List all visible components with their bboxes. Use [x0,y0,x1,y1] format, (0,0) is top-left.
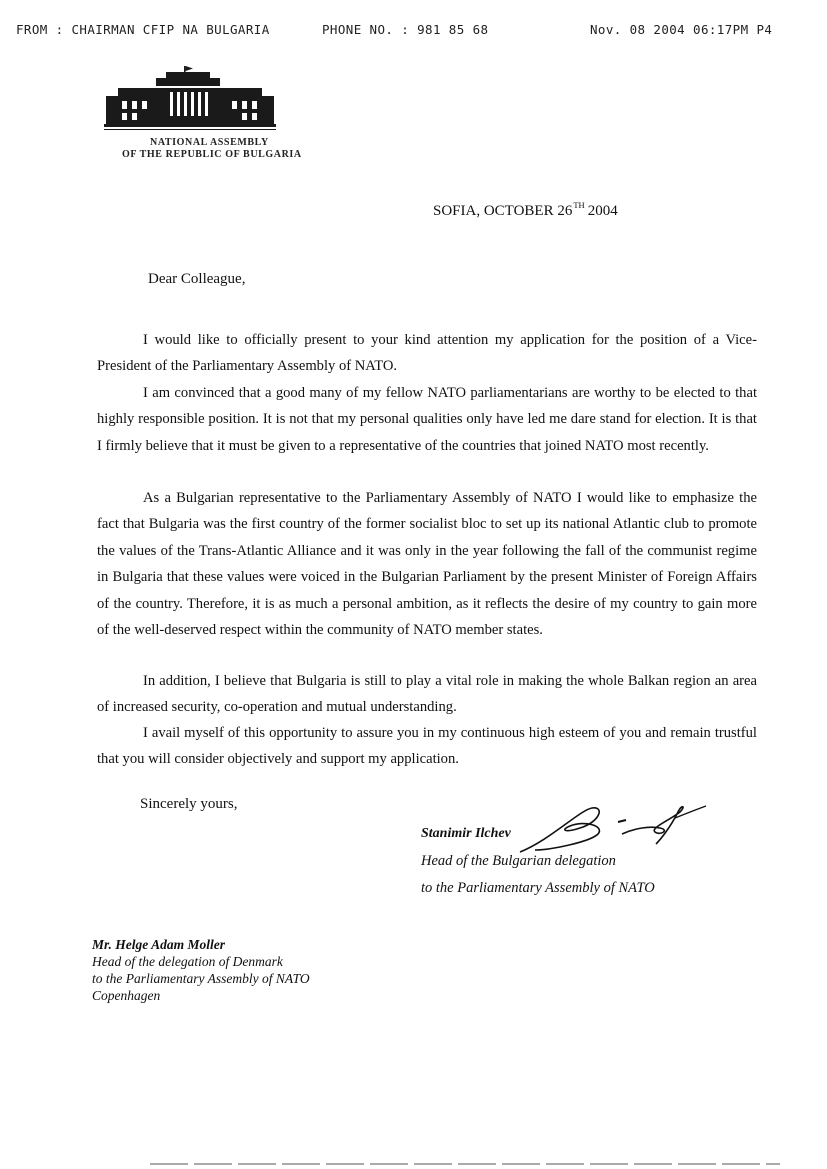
fax-sender: FROM : CHAIRMAN CFIP NA BULGARIA [16,22,270,37]
body-paragraph-1: I would like to officially present to your kind attention my application for the position of a Vice-President of the Parliamentary Assembly of NATO. [97,332,757,375]
recipient-line-3: Copenhagen [92,988,161,1003]
parliament-building-icon [104,66,276,134]
signatory-title-line-2: to the Parliamentary Assembly of NATO [421,880,655,896]
recipient-line-2: to the Parliamentary Assembly of NATO [92,971,310,986]
handwritten-signature [510,800,710,860]
signatory-title-line-1: Head of the Bulgarian delegation [421,853,616,869]
fax-phone-number: PHONE NO. : 981 85 68 [322,22,489,37]
letter-date [433,200,618,220]
body-paragraph-4: In addition, I believe that Bulgaria is still to play a vital role in making the whole Balkan region an area of increased security, co-operation and mutual understanding. [97,673,757,716]
body-paragraph-5: I avail myself of this opportunity to assure you in my continuous high esteem of you and remain trustful that you will consider objectively and support my application. [97,725,757,768]
letterhead-line-2: OF THE REPUBLIC OF BULGARIA [122,149,302,160]
recipient-name: Mr. Helge Adam Moller [92,937,226,952]
closing: Sincerely yours, [140,796,238,812]
fax-footer-rule [150,1163,780,1165]
date-ordinal-suffix: TH [573,200,585,210]
recipient-line-1: Head of the delegation of Denmark [92,954,283,969]
body-paragraph-2: I am convinced that a good many of my fellow NATO parliamentarians are worthy to be elected to that highly responsible position. It is not that my personal qualities only have led me dare stand for election. It is that I firmly believe that it must be given to a representative of the countries that joined NATO most recently. [97,385,757,454]
body-paragraph-3: As a Bulgarian representative to the Parliamentary Assembly of NATO I would like to emphasize the fact that Bulgaria was the first country of the former socialist bloc to set up its national Atlantic club to promote the values of the Trans-Atlantic Alliance and it was only in the year following the fall of the communist regime in Bulgaria that these values were voiced in the Bulgarian Parliament by the present Minister of Foreign Affairs of the country. Therefore, it is as much a personal ambition, as it reflects the desire of my country to gain more of the well-deserved respect within the community of NATO member states. [97,490,757,639]
salutation: Dear Colleague, [148,271,246,287]
date-prefix: SOFIA, OCTOBER 26 [433,203,573,219]
signatory-name: Stanimir Ilchev [421,826,511,841]
fax-datetime: Nov. 08 2004 06:17PM P4 [590,22,773,37]
date-year: 2004 [587,203,618,219]
letterhead-line-1: NATIONAL ASSEMBLY [150,137,269,148]
